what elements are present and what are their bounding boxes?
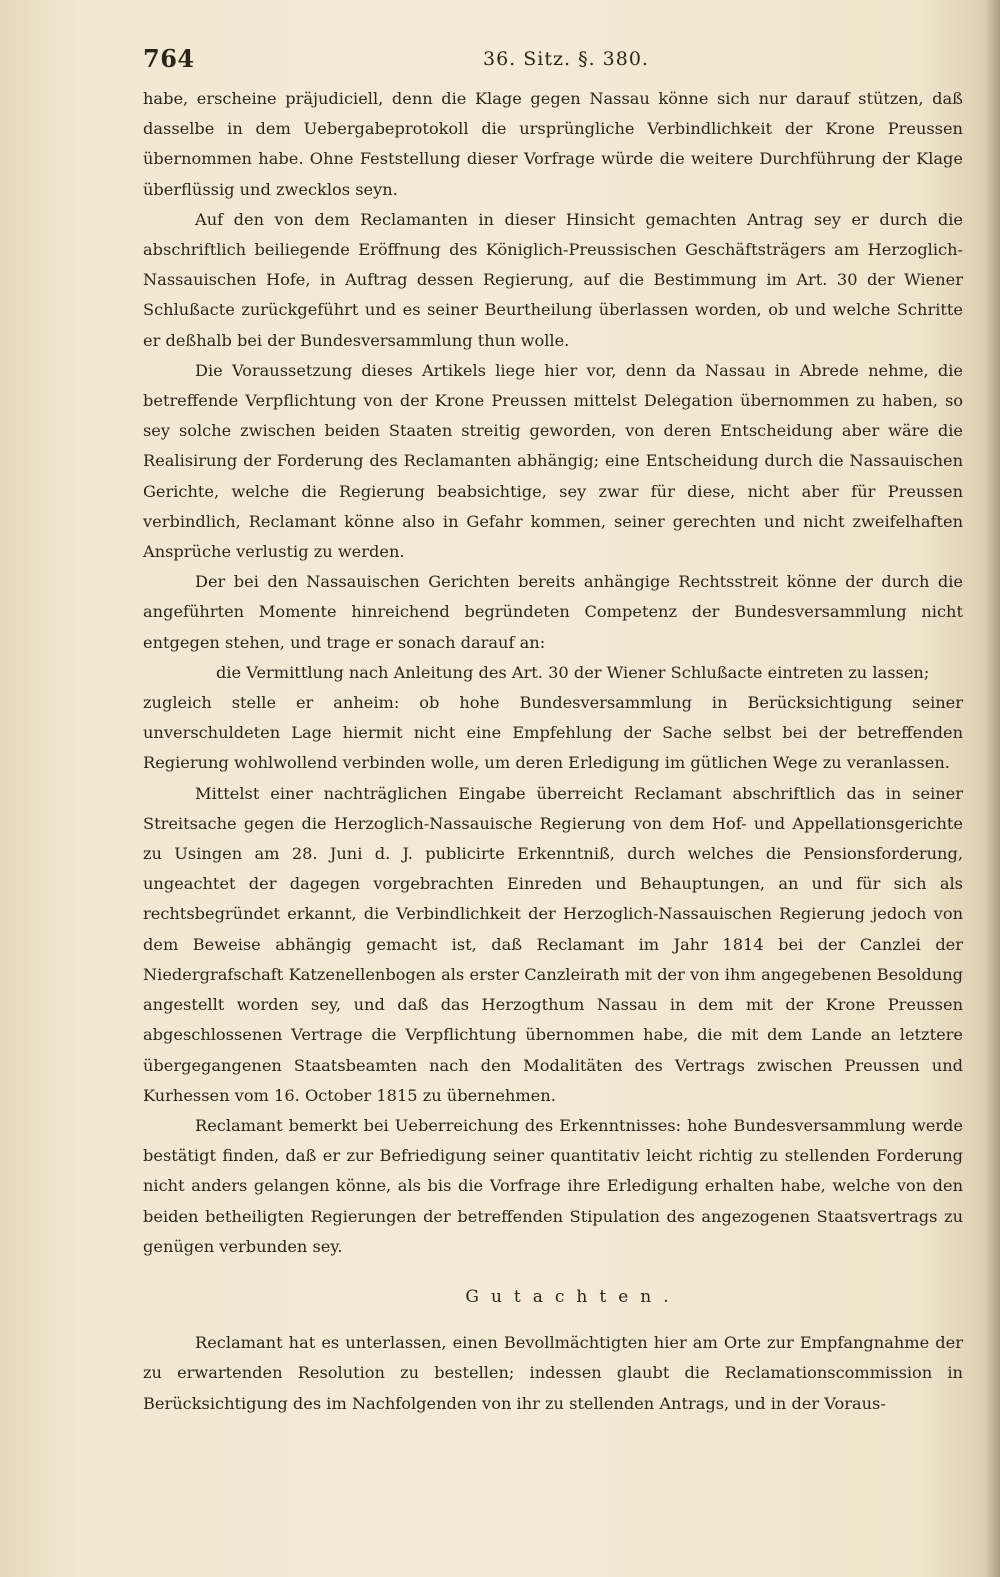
running-head: 36. Sitz. §. 380. xyxy=(483,48,649,70)
page-edge-shadow xyxy=(986,0,1000,1577)
body-text xyxy=(143,84,963,1419)
paragraph-4: Der bei den Nassauischen Gerichten bereits anhängige Rechtsstreit könne der durch die angeführten Momente hinreichend begründeten Competenz der Bundesversammlung nicht entgegen stehen, und trage er sonach darauf an: xyxy=(143,572,963,652)
section-heading: Gutachten. xyxy=(465,1286,681,1307)
section-gap xyxy=(143,1312,963,1328)
page-number: 764 xyxy=(143,44,195,73)
motion-item: die Vermittlung nach Anleitung des Art. 30 der Wiener Schlußacte eintreten zu lassen; xyxy=(216,662,930,682)
paragraph-2: Auf den von dem Reclamanten in dieser Hinsicht gemachten Antrag sey er durch die abschriftlich beiliegende Eröffnung des Königlich-Preussischen Geschäftsträgers am Herzoglich-Nassauischen Hofe, in Auftrag dessen Regierung, auf die Bestimmung im Art. 30 der Wiener Schlußacte zurückgeführt und es seiner Beurtheilung überlassen worden, ob und welche Schritte er deßhalb bei der Bundesversammlung thun wolle. xyxy=(143,209,963,350)
paragraph-1: habe, erscheine präjudiciell, denn die Klage gegen Nassau könne sich nur darauf stützen, daß dasselbe in dem Uebergabeprotokoll die ursprüngliche Verbindlichkeit der Krone Preussen übernommen habe. Ohne Feststellung dieser Vorfrage würde die weitere Durchführung der Klage überflüssig und zwecklos seyn. xyxy=(143,89,963,199)
paragraph-7: Mittelst einer nachträglichen Eingabe überreicht Reclamant abschriftlich das in seiner Streitsache gegen die Herzoglich-Nassauische Regierung von dem Hof- und Appellationsgerichte zu Usingen am 28. Juni d. J. publicirte Erkenntniß, durch welches die Pensionsforderung, ungeachtet der dagegen vorgebrachten Einreden und Behauptungen, an und für sich als rechtsbegründet erkannt, die Verbindlichkeit der Herzoglich-Nassauischen Regierung jedoch von dem Beweise abhängig gemacht ist, daß Reclamant im Jahr 1814 bei der Canzlei der Niedergrafschaft Katzenellenbogen als erster Canzleirath mit der von ihm angegebenen Besoldung angestellt worden sey, und daß das Herzogthum Nassau in dem mit der Krone Preussen abgeschlossenen Vertrage die Verpflichtung übernommen habe, die mit dem Lande an letztere übergegangenen Staatsbeamten nach den Modalitäten des Vertrags zwischen Preussen und Kurhessen vom 16. October 1815 zu übernehmen. xyxy=(143,783,963,1105)
paragraph-6: zugleich stelle er anheim: ob hohe Bundesversammlung in Berücksichtigung seiner unverschuldeten Lage hiermit nicht eine Empfehlung der Sache selbst bei der betreffenden Regierung wohlwollend verbinden wolle, um deren Erledigung im gütlichen Wege zu veranlassen. xyxy=(143,693,963,773)
page-header xyxy=(143,44,963,80)
paragraph-8: Reclamant bemerkt bei Ueberreichung des Erkenntnisses: hohe Bundesversammlung werde bestätigt finden, daß er zur Befriedigung seiner quantitativ leicht richtig zu stellenden Forderung nicht anders gelangen könne, als bis die Vorfrage ihre Erledigung erhalten habe, welche von den beiden betheiligten Regierungen der betreffenden Stipulation des angezogenen Staatsvertrags zu genügen verbunden sey. xyxy=(143,1115,963,1256)
paragraph-10: Reclamant hat es unterlassen, einen Bevollmächtigten hier am Orte zur Empfangnahme der zu erwartenden Resolution zu bestellen; indessen glaubt die Reclamationscommission in Berücksichtigung des im Nachfolgenden von ihr zu stellenden Antrags, und in der Voraus- xyxy=(143,1333,963,1413)
section-gap xyxy=(143,1262,963,1282)
paragraph-3: Die Voraussetzung dieses Artikels liege hier vor, denn da Nassau in Abrede nehme, die betreffende Verpflichtung von der Krone Preussen mittelst Delegation übernommen zu haben, so sey solche zwischen beiden Staaten streitig geworden, von deren Entscheidung aber wäre die Realisirung der Forderung des Reclamanten abhängig; eine Entscheidung durch die Nassauischen Gerichte, welche die Regierung beabsichtige, sey zwar für diese, nicht aber für Preussen verbindlich, Reclamant könne also in Gefahr kommen, seiner gerechten und nicht zweifelhaften Ansprüche verlustig zu werden. xyxy=(143,360,963,562)
